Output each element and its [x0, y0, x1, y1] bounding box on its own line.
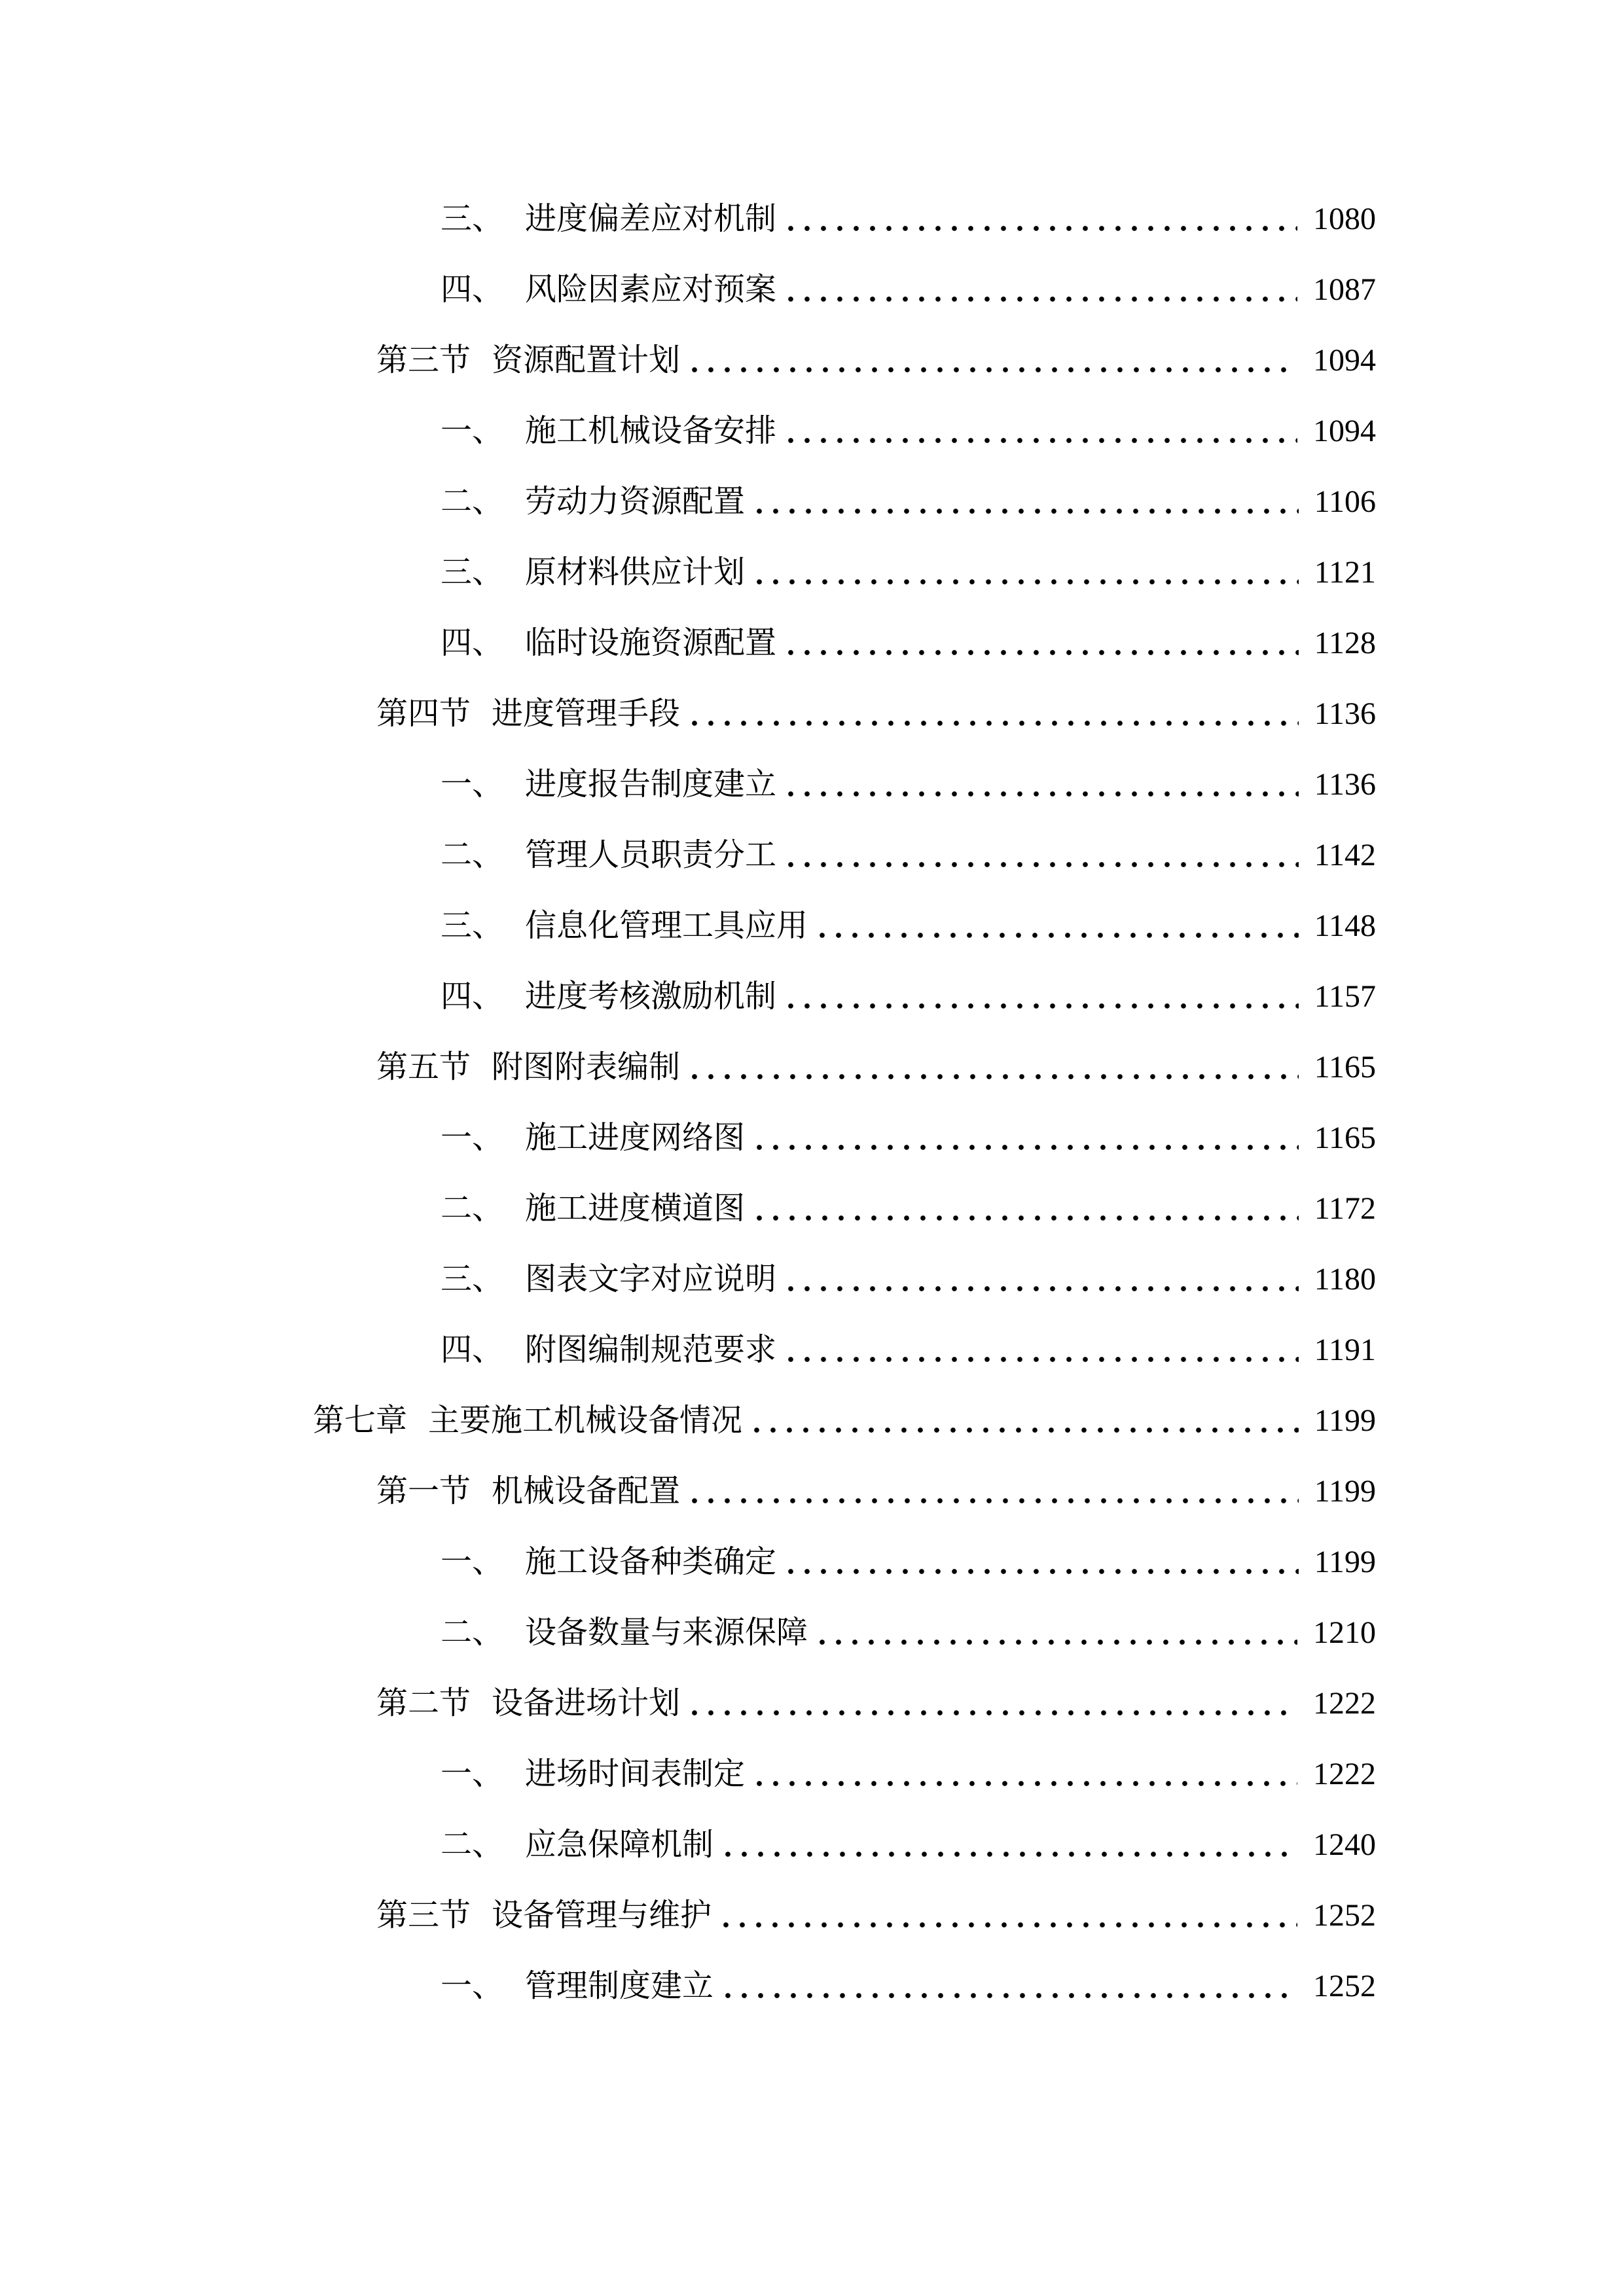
dot-leader	[788, 1357, 1299, 1362]
toc-entry[interactable]	[376, 1880, 1376, 1951]
toc-entry[interactable]	[376, 325, 1376, 396]
toc-entry-number: 三、	[441, 1262, 504, 1297]
toc-entry[interactable]	[441, 1244, 1376, 1315]
dot-leader	[788, 862, 1299, 867]
toc-entry[interactable]	[376, 1456, 1376, 1527]
toc-entry-title: 应急保障机制	[525, 1827, 714, 1863]
toc-entry[interactable]	[441, 1598, 1376, 1668]
toc-entry-title: 附图编制规范要求	[525, 1333, 777, 1368]
dot-leader	[788, 296, 1297, 302]
toc-entry-page: 1222	[1313, 1757, 1376, 1792]
toc-entry-page: 1080	[1313, 202, 1376, 237]
toc-entry[interactable]	[441, 184, 1376, 255]
toc-entry-page: 1210	[1313, 1615, 1376, 1651]
toc-entry-title: 原材料供应计划	[525, 555, 746, 590]
toc-entry-title: 进度偏差应对机制	[525, 202, 777, 237]
toc-entry[interactable]	[376, 1032, 1376, 1103]
toc-entry-number: 一、	[441, 767, 504, 802]
toc-entry-page: 1087	[1313, 272, 1376, 308]
toc-entry[interactable]	[441, 467, 1376, 537]
dot-leader	[788, 650, 1299, 655]
toc-entry-title: 进度管理手段	[492, 696, 681, 732]
toc-entry-number: 四、	[441, 272, 504, 308]
toc-entry-number: 一、	[441, 1757, 504, 1792]
toc-entry-title: 进度考核激励机制	[525, 979, 777, 1014]
toc-entry-title: 资源配置计划	[492, 343, 681, 378]
toc-entry-page: 1240	[1313, 1827, 1376, 1863]
toc-entry-title: 管理人员职责分工	[525, 838, 777, 873]
toc-entry-title: 进场时间表制定	[525, 1757, 746, 1792]
toc-entry-title: 管理制度建立	[525, 1969, 714, 2004]
toc-entry[interactable]	[376, 1668, 1376, 1739]
toc-entry-number: 第四节	[376, 696, 471, 732]
toc-entry-number: 三、	[441, 202, 504, 237]
toc-entry-title: 风险因素应对预案	[525, 272, 777, 308]
toc-entry-number: 二、	[441, 838, 504, 873]
toc-entry-page: 1128	[1314, 626, 1376, 661]
dot-leader	[754, 1427, 1299, 1433]
toc-entry-title: 信息化管理工具应用	[525, 908, 808, 944]
toc-entry-number: 第七章	[313, 1403, 408, 1439]
toc-entry-number: 二、	[441, 484, 504, 520]
dot-leader	[692, 1710, 1297, 1715]
toc-entry[interactable]	[441, 537, 1376, 608]
toc-entry-page: 1094	[1313, 343, 1376, 378]
dot-leader	[692, 721, 1299, 726]
toc-entry-page: 1252	[1313, 1898, 1376, 1933]
dot-leader	[788, 791, 1299, 797]
dot-leader	[725, 1993, 1297, 1998]
toc-entry-title: 图表文字对应说明	[525, 1262, 777, 1297]
toc-entry-number: 第三节	[376, 1898, 471, 1933]
toc-entry[interactable]	[441, 1315, 1376, 1386]
toc-entry-title: 设备进场计划	[492, 1686, 681, 1721]
dot-leader	[723, 1922, 1297, 1928]
toc-entry-page: 1142	[1314, 838, 1376, 873]
toc-entry-title: 进度报告制度建立	[525, 767, 777, 802]
toc-entry-number: 第五节	[376, 1050, 471, 1085]
toc-entry[interactable]	[441, 820, 1376, 891]
toc-entry-page: 1121	[1314, 555, 1376, 590]
toc-entry-page: 1222	[1313, 1686, 1376, 1721]
dot-leader	[757, 509, 1299, 514]
toc-entry-page: 1199	[1314, 1545, 1376, 1580]
toc-entry-title: 设备数量与来源保障	[525, 1615, 808, 1651]
dot-leader	[820, 933, 1299, 938]
toc-entry[interactable]	[441, 396, 1376, 467]
toc-entry-title: 施工设备种类确定	[525, 1545, 777, 1580]
toc-entry[interactable]	[441, 961, 1376, 1032]
toc-entry-page: 1252	[1313, 1969, 1376, 2004]
toc-entry[interactable]	[441, 891, 1376, 961]
dot-leader	[725, 1852, 1297, 1857]
toc-entry-page: 1199	[1314, 1403, 1376, 1439]
toc-entry-page: 1199	[1314, 1474, 1376, 1509]
dot-leader	[788, 1003, 1299, 1009]
toc-entry-number: 三、	[441, 555, 504, 590]
toc-entry-number: 四、	[441, 1333, 504, 1368]
dot-leader	[692, 367, 1297, 372]
dot-leader	[788, 1286, 1299, 1291]
toc-entry-page: 1157	[1314, 979, 1376, 1014]
toc-entry-page: 1136	[1314, 767, 1376, 802]
toc-entry[interactable]	[441, 749, 1376, 820]
toc-entry-title: 设备管理与维护	[492, 1898, 712, 1933]
toc-entry-page: 1172	[1314, 1191, 1376, 1227]
toc-entry-number: 第二节	[376, 1686, 471, 1721]
dot-leader	[788, 226, 1297, 231]
dot-leader	[788, 438, 1297, 443]
dot-leader	[692, 1498, 1299, 1503]
toc-entry-number: 第三节	[376, 343, 471, 378]
toc-entry-page: 1106	[1314, 484, 1376, 520]
dot-leader	[757, 1215, 1299, 1221]
toc-entry-title: 施工进度横道图	[525, 1191, 746, 1227]
toc-entry[interactable]	[376, 679, 1376, 749]
toc-entry[interactable]	[441, 1951, 1376, 2022]
dot-leader	[692, 1074, 1299, 1079]
toc-entry[interactable]	[441, 608, 1376, 679]
toc-entry[interactable]	[441, 1103, 1376, 1174]
dot-leader	[757, 1781, 1297, 1786]
toc-entry-page: 1180	[1314, 1262, 1376, 1297]
toc-entry-number: 三、	[441, 908, 504, 944]
toc-entry-title: 施工机械设备安排	[525, 414, 777, 449]
dot-leader	[757, 1145, 1299, 1150]
toc-entry-number: 一、	[441, 414, 504, 449]
toc-entry-number: 第一节	[376, 1474, 471, 1509]
dot-leader	[820, 1640, 1297, 1645]
toc-entry-page: 1136	[1314, 696, 1376, 732]
toc-entry-title: 附图附表编制	[492, 1050, 681, 1085]
toc-entry-title: 施工进度网络图	[525, 1121, 746, 1156]
toc-entry-title: 主要施工机械设备情况	[428, 1403, 743, 1439]
dot-leader	[788, 1569, 1299, 1574]
toc-entry-number: 二、	[441, 1615, 504, 1651]
toc-entry[interactable]	[441, 1527, 1376, 1598]
dot-leader	[757, 579, 1299, 584]
toc-entry-number: 一、	[441, 1121, 504, 1156]
toc-entry-page: 1191	[1314, 1333, 1376, 1368]
toc-entry-page: 1094	[1313, 414, 1376, 449]
toc-entry-number: 二、	[441, 1827, 504, 1863]
toc-entry-number: 二、	[441, 1191, 504, 1227]
toc-entry-title: 机械设备配置	[492, 1474, 681, 1509]
toc-entry-number: 一、	[441, 1969, 504, 2004]
toc-entry[interactable]	[313, 1386, 1376, 1456]
toc-entry-number: 一、	[441, 1545, 504, 1580]
toc-entry[interactable]	[441, 1810, 1376, 1880]
toc-entry-number: 四、	[441, 979, 504, 1014]
toc-entry[interactable]	[441, 1739, 1376, 1810]
toc-entry-page: 1165	[1314, 1050, 1376, 1085]
toc-entry-number: 四、	[441, 626, 504, 661]
toc-entry[interactable]	[441, 1174, 1376, 1244]
toc-entry-title: 劳动力资源配置	[525, 484, 746, 520]
toc-entry-title: 临时设施资源配置	[525, 626, 777, 661]
toc-entry-page: 1165	[1314, 1121, 1376, 1156]
toc-entry[interactable]	[441, 255, 1376, 325]
toc-entry-page: 1148	[1314, 908, 1376, 944]
